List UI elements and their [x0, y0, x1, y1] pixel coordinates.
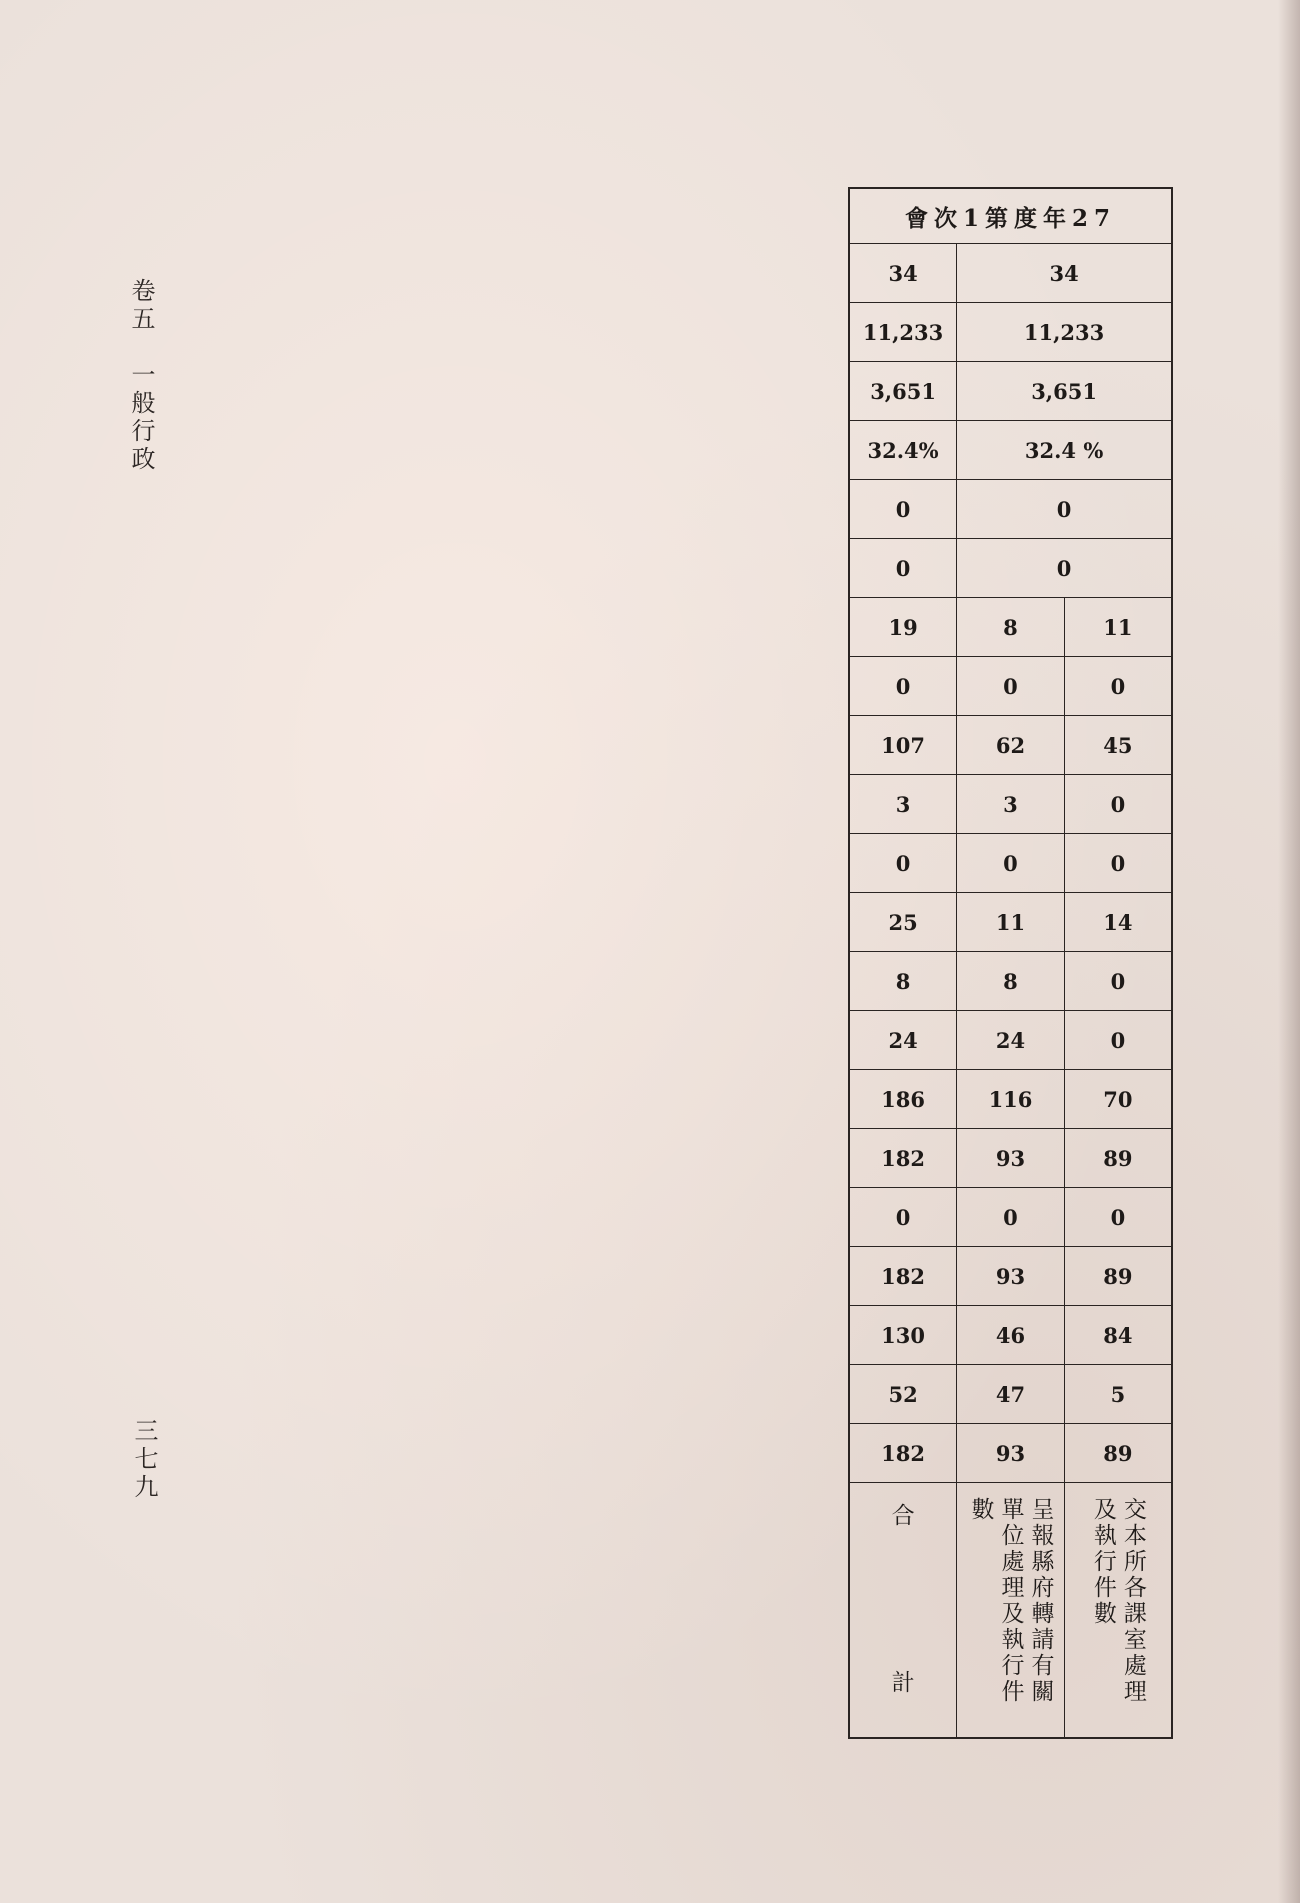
- table-cell: 62: [957, 716, 1065, 775]
- table-row: [849, 1070, 1172, 1129]
- table-cell: 0: [1064, 834, 1172, 893]
- table-cell: 0: [957, 657, 1065, 716]
- table-cell: 5: [1064, 1365, 1172, 1424]
- total-label-cell: [849, 1483, 957, 1739]
- table-row: [849, 1188, 1172, 1247]
- table-cell: 0: [849, 657, 957, 716]
- table-cell: 107: [849, 716, 957, 775]
- table-row: [849, 480, 1172, 539]
- table-row: [849, 539, 1172, 598]
- office-section-label-cell: [1064, 1483, 1172, 1739]
- table-cell: 0: [1064, 775, 1172, 834]
- page-edge-shadow: [1278, 0, 1300, 1903]
- table-cell: 0: [1064, 1188, 1172, 1247]
- table-cell: 8: [849, 952, 957, 1011]
- table-cell: 130: [849, 1306, 957, 1365]
- table-cell: 19: [849, 598, 957, 657]
- table-cell: 93: [957, 1247, 1065, 1306]
- table-row: [849, 1129, 1172, 1188]
- table-cell: 93: [957, 1424, 1065, 1483]
- table-cell: 0: [849, 539, 957, 598]
- table-row: [849, 657, 1172, 716]
- table-row: [849, 303, 1172, 362]
- table-cell: 3: [957, 775, 1065, 834]
- table-cell: 24: [957, 1011, 1065, 1070]
- table-cell: 0: [1064, 1011, 1172, 1070]
- table-cell: 84: [1064, 1306, 1172, 1365]
- table-cell: 70: [1064, 1070, 1172, 1129]
- table-cell: 11,233: [849, 303, 957, 362]
- table-cell: 24: [849, 1011, 957, 1070]
- table-cell: 45: [1064, 716, 1172, 775]
- table-cell: 34: [957, 244, 1172, 303]
- office-section-label: 交本所各課室處理及執行件數: [1089, 1497, 1146, 1705]
- table-cell: 11,233: [957, 303, 1172, 362]
- table-cell: 182: [849, 1129, 957, 1188]
- table-row: [849, 362, 1172, 421]
- table-cell: 3,651: [957, 362, 1172, 421]
- table-cell: 0: [1064, 952, 1172, 1011]
- total-label-top: 合: [891, 1503, 915, 1529]
- table-cell: 8: [957, 598, 1065, 657]
- table-cell: 47: [957, 1365, 1065, 1424]
- table-cell: 34: [849, 244, 957, 303]
- running-head: 卷五 一般行政: [127, 278, 155, 474]
- table-cell: 0: [957, 480, 1172, 539]
- table-cell: 0: [849, 1188, 957, 1247]
- table-cell: 0: [957, 539, 1172, 598]
- table-cell: 14: [1064, 893, 1172, 952]
- table-cell: 0: [957, 1188, 1065, 1247]
- table-cell: 89: [1064, 1129, 1172, 1188]
- table-row: [849, 1011, 1172, 1070]
- table-cell: 3,651: [849, 362, 957, 421]
- table-title: 72年度第1次會: [849, 188, 1172, 244]
- table-cell: 89: [1064, 1247, 1172, 1306]
- table-row: [849, 893, 1172, 952]
- table-cell: 182: [849, 1247, 957, 1306]
- table-cell: 3: [849, 775, 957, 834]
- county-referral-label-cell: [957, 1483, 1065, 1739]
- table-cell: 11: [1064, 598, 1172, 657]
- table-cell: 8: [957, 952, 1065, 1011]
- table-cell: 182: [849, 1424, 957, 1483]
- page-number: 三七九: [130, 1418, 158, 1502]
- table-cell: 25: [849, 893, 957, 952]
- table-cell: 93: [957, 1129, 1065, 1188]
- table-cell: 0: [1064, 657, 1172, 716]
- table-cell: 186: [849, 1070, 957, 1129]
- table-row: [849, 834, 1172, 893]
- table-cell: 11: [957, 893, 1065, 952]
- table-row: [849, 1247, 1172, 1306]
- table-label-row: [849, 1483, 1172, 1739]
- table-cell: 0: [957, 834, 1065, 893]
- table-cell: 32.4%: [849, 421, 957, 480]
- table-cell: 46: [957, 1306, 1065, 1365]
- table-row: [849, 716, 1172, 775]
- table-row: [849, 421, 1172, 480]
- table-cell: 0: [849, 834, 957, 893]
- statistics-table-container: [848, 187, 1173, 1739]
- county-referral-label: 呈報縣府轉請有關單位處理及執行件數: [967, 1497, 1054, 1705]
- table-row: [849, 952, 1172, 1011]
- statistics-table: [848, 187, 1173, 1739]
- table-row: [849, 1306, 1172, 1365]
- table-row: [849, 1424, 1172, 1483]
- table-cell: 52: [849, 1365, 957, 1424]
- table-title-row: [849, 188, 1172, 244]
- table-row: [849, 775, 1172, 834]
- table-cell: 89: [1064, 1424, 1172, 1483]
- table-cell: 116: [957, 1070, 1065, 1129]
- table-row: [849, 1365, 1172, 1424]
- table-cell: 0: [849, 480, 957, 539]
- total-label-bottom: 計: [891, 1670, 915, 1696]
- table-row: [849, 244, 1172, 303]
- table-row: [849, 598, 1172, 657]
- table-cell: 32.4 %: [957, 421, 1172, 480]
